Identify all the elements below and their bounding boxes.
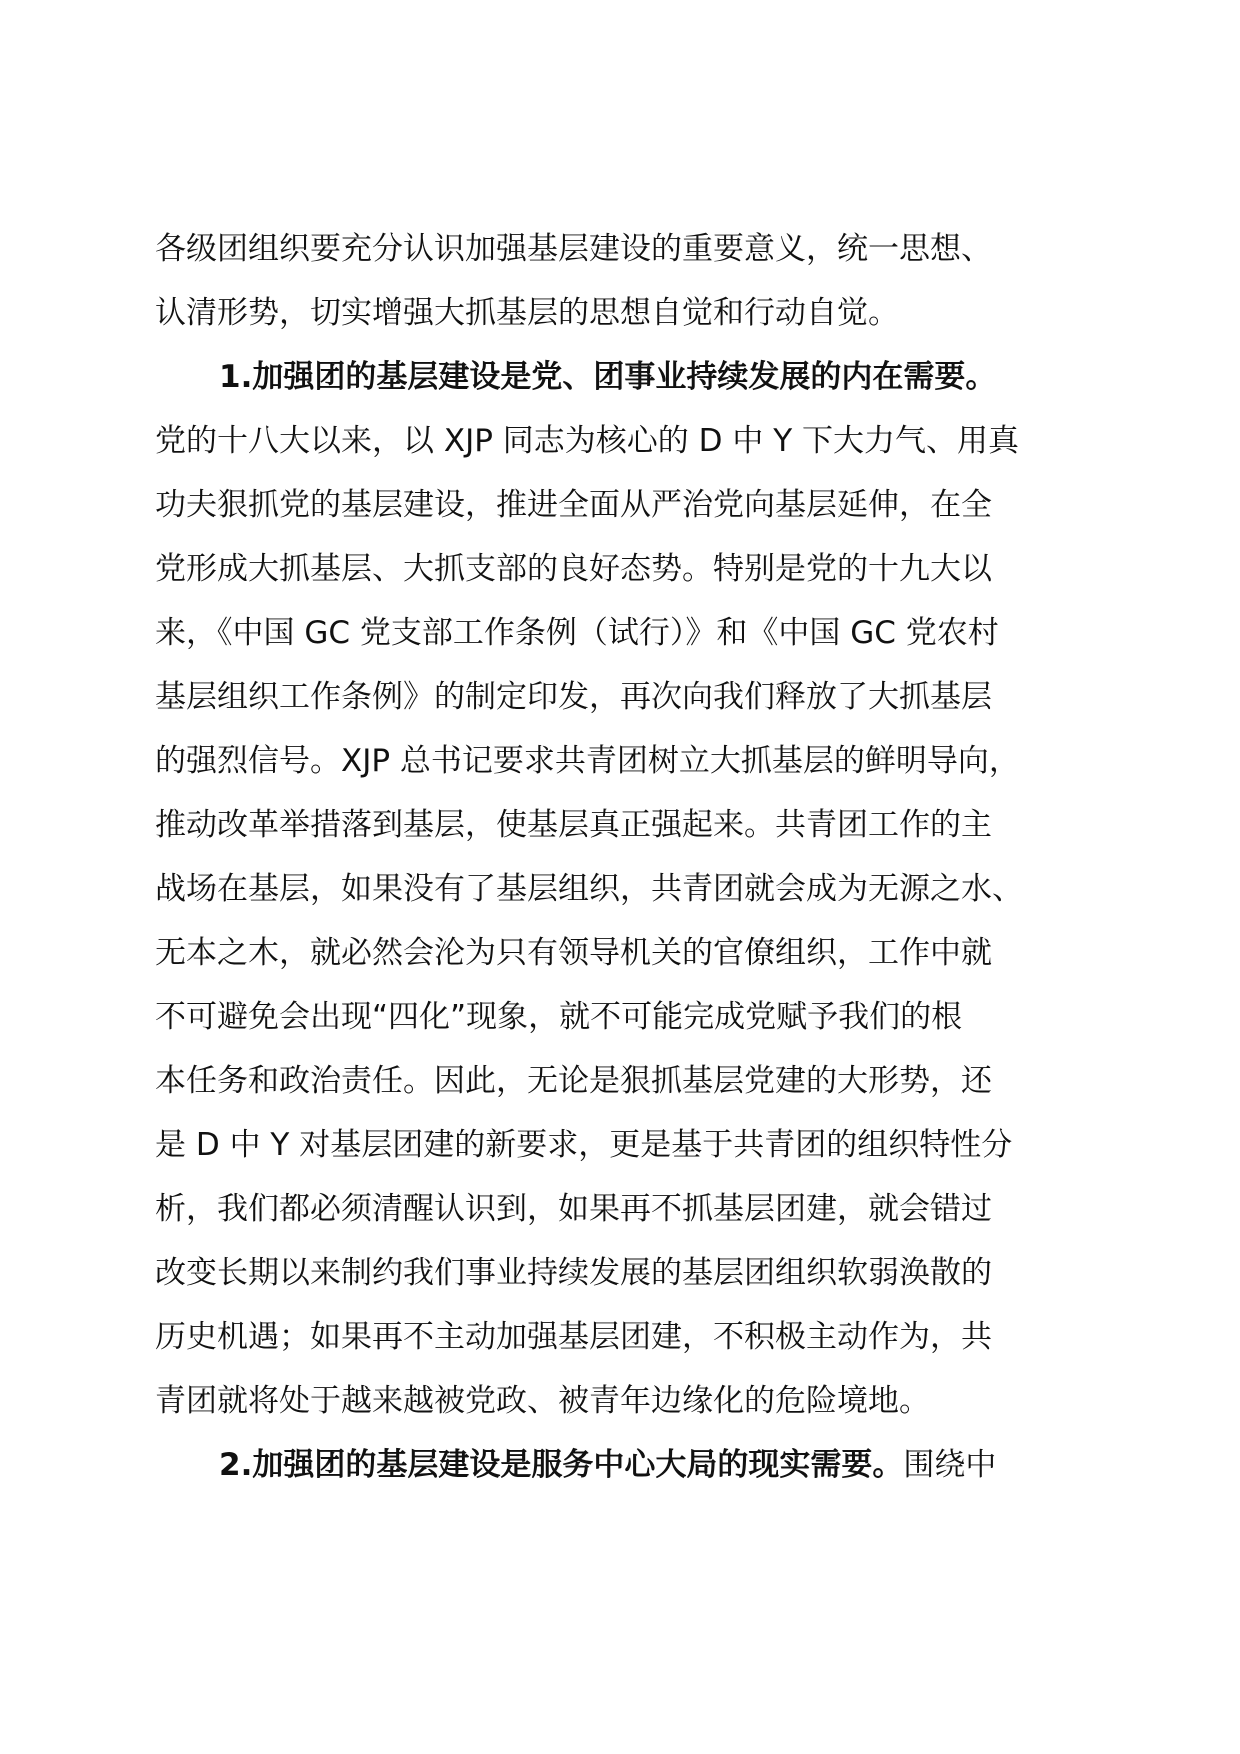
text-line: 本任务和政治责任。因此，无论是狠抓基层党建的大形势，还 xyxy=(155,1063,992,1099)
text-line: 历史机遇；如果再不主动加强基层团建，不积极主动作为，共 xyxy=(155,1319,992,1355)
text-line: 青团就将处于越来越被党政、被青年边缘化的危险境地。 xyxy=(155,1383,930,1419)
section-heading-2-line xyxy=(155,1433,1095,1497)
text-line: 是 D 中 Y 对基层团建的新要求，更是基于共青团的组织特性分 xyxy=(155,1127,1013,1163)
section-heading-1: 1.加强团的基层建设是党、团事业持续发展的内在需要。 xyxy=(219,359,997,395)
body-text xyxy=(155,217,1095,1497)
text-line: 推动改革举措落到基层，使基层真正强起来。共青团工作的主 xyxy=(155,807,992,843)
text-line: 来，《中国 GC 党支部工作条例（试行）》和《中国 GC 党农村 xyxy=(155,615,999,651)
text-line: 的强烈信号。XJP 总书记要求共青团树立大抓基层的鲜明导向， xyxy=(155,743,1020,779)
text-line: 析，我们都必须清醒认识到，如果再不抓基层团建，就会错过 xyxy=(155,1191,992,1227)
text-line: 不可避免会出现“四化”现象，就不可能完成党赋予我们的根 xyxy=(155,999,963,1035)
text-line: 各级团组织要充分认识加强基层建设的重要意义，统一思想、 xyxy=(155,231,992,267)
text-line: 党形成大抓基层、大抓支部的良好态势。特别是党的十九大以 xyxy=(155,551,992,587)
section-heading-2-continuation: 围绕中 xyxy=(903,1447,997,1483)
text-line: 认清形势，切实增强大抓基层的思想自觉和行动自觉。 xyxy=(155,295,899,331)
text-line: 改变长期以来制约我们事业持续发展的基层团组织软弱涣散的 xyxy=(155,1255,992,1291)
text-line: 基层组织工作条例》的制定印发，再次向我们释放了大抓基层 xyxy=(155,679,992,715)
text-line: 党的十八大以来，以 XJP 同志为核心的 D 中 Y 下大力气、用真 xyxy=(155,423,1020,459)
text-line: 无本之木，就必然会沦为只有领导机关的官僚组织，工作中就 xyxy=(155,935,992,971)
text-line: 功夫狠抓党的基层建设，推进全面从严治党向基层延伸，在全 xyxy=(155,487,992,523)
section-heading-2: 2.加强团的基层建设是服务中心大局的现实需要。 xyxy=(219,1447,904,1483)
text-line: 战场在基层，如果没有了基层组织，共青团就会成为无源之水、 xyxy=(155,871,1023,907)
